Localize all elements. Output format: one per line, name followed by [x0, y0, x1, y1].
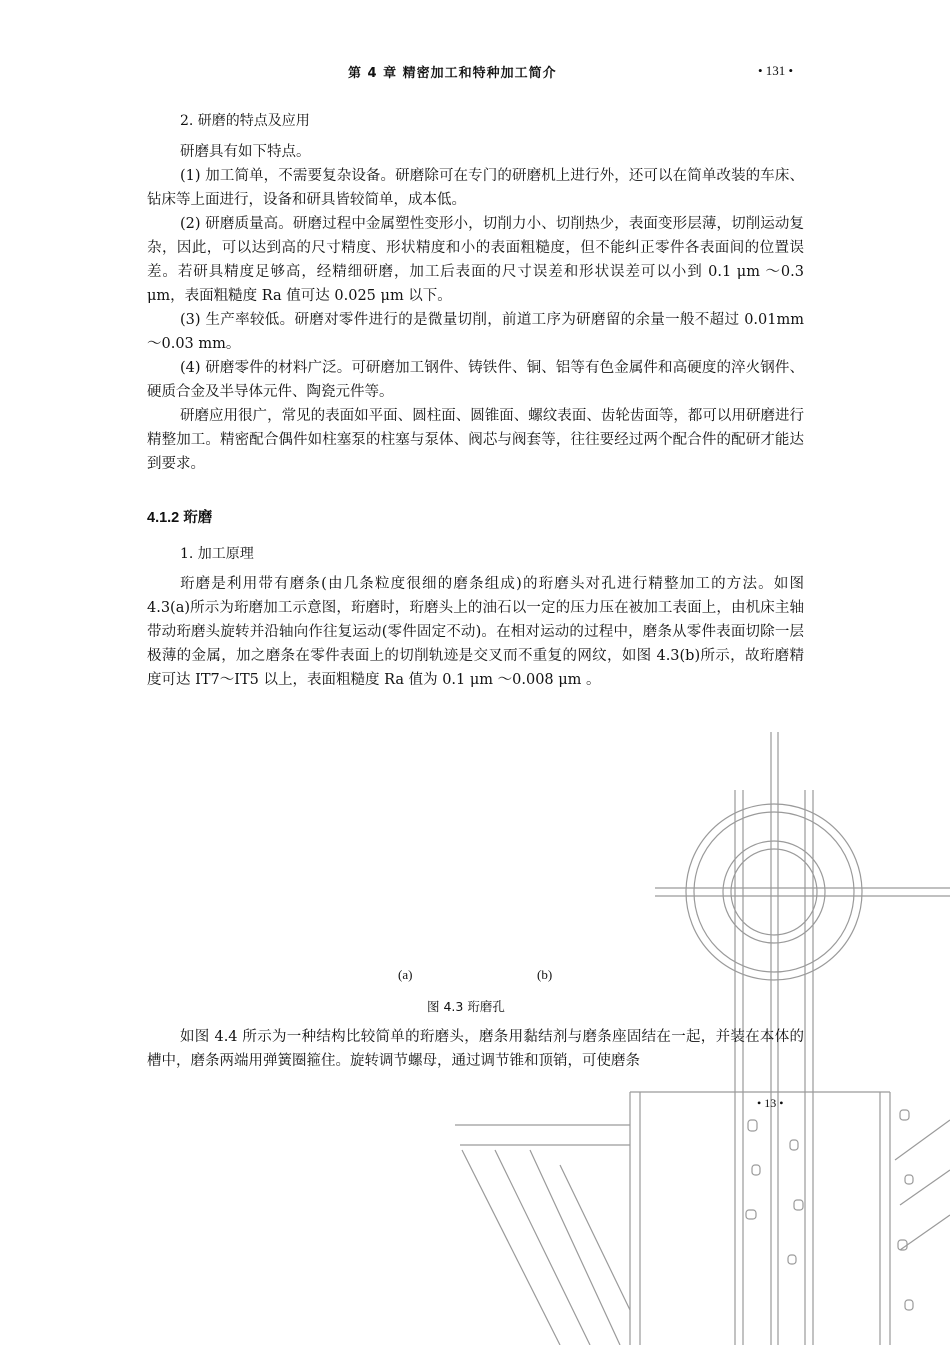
- paragraph: 研磨具有如下特点。: [180, 144, 311, 160]
- after-figure-body: [147, 1025, 804, 1073]
- section-412-body: [147, 572, 804, 692]
- footer-page-number: • 13 •: [757, 1096, 784, 1110]
- paragraph: (1) 加工简单，不需要复杂设备。研磨除可在专门的研磨机上进行外，还可以在简单改装的车床、钻床等上面进行，设备和研具皆较简单，成本低。: [147, 168, 804, 208]
- figure-caption: 图 4.3 珩磨孔: [427, 999, 505, 1014]
- page-number: • 131 •: [758, 63, 794, 78]
- figure-label-a: (a): [398, 967, 413, 982]
- subsection-title: 1. 加工原理: [180, 546, 254, 562]
- paragraph: 珩磨是利用带有磨条(由几条粒度很细的磨条组成)的珩磨头对孔进行精整加工的方法。如图 4.3(a)所示为珩磨加工示意图，珩磨时，珩磨头上的油石以一定的压力压在被加工表面上，由机床主轴带动珩磨头旋转并沿轴向作往复运动(零件固定不动)。在相对运动的过程中，磨条从零件表面切除一层极薄的金属，加之磨条在零件表面上的切削轨迹是交叉而不重复的网纹，如图 4.3(b)所示，故珩磨精度可达 IT7～IT5 以上，表面粗糙度 Ra 值为 0.1 μm ～0.008 μm 。: [147, 576, 804, 688]
- paragraph: (4) 研磨零件的材料广泛。可研磨加工钢件、铸铁件、铜、铝等有色金属件和高硬度的淬火钢件、硬质合金及半导体元件、陶瓷元件等。: [147, 360, 804, 400]
- paragraph: 研磨应用很广，常见的表面如平面、圆柱面、圆锥面、螺纹表面、齿轮齿面等，都可以用研磨进行精整加工。精密配合偶件如柱塞泵的柱塞与泵体、阀芯与阀套等，往往要经过两个配合件的配研才能达到要求。: [147, 408, 804, 472]
- paragraph: 如图 4.4 所示为一种结构比较简单的珩磨头，磨条用黏结剂与磨条座固结在一起，并装在本体的槽中，磨条两端用弹簧圈箍住。旋转调节螺母，通过调节锥和顶销，可使磨条: [147, 1029, 804, 1069]
- chapter-title: 第 4 章 精密加工和特种加工简介: [348, 66, 557, 81]
- section-heading: 4.1.2 珩磨: [147, 510, 213, 526]
- subsection-title: 2. 研磨的特点及应用: [180, 113, 310, 129]
- paragraph: (2) 研磨质量高。研磨过程中金属塑性变形小，切削力小、切削热少，表面变形层薄，切削运动复杂，因此，可以达到高的尺寸精度、形状精度和小的表面粗糙度，但不能纠正零件各表面间的位置误差。若研具精度足够高，经精细研磨，加工后表面的尺寸误差和形状误差可以小到 0.1 μm ～0.3 μm，表面粗糙度 Ra 值可达 0.025 μm 以下。: [147, 216, 804, 304]
- paragraph: (3) 生产率较低。研磨对零件进行的是微量切削，前道工序为研磨留的余量一般不超过 0.01mm～0.03 mm。: [147, 312, 804, 352]
- section-2-body: [147, 140, 804, 476]
- figure-label-b: (b): [537, 967, 553, 982]
- running-header: [0, 62, 950, 84]
